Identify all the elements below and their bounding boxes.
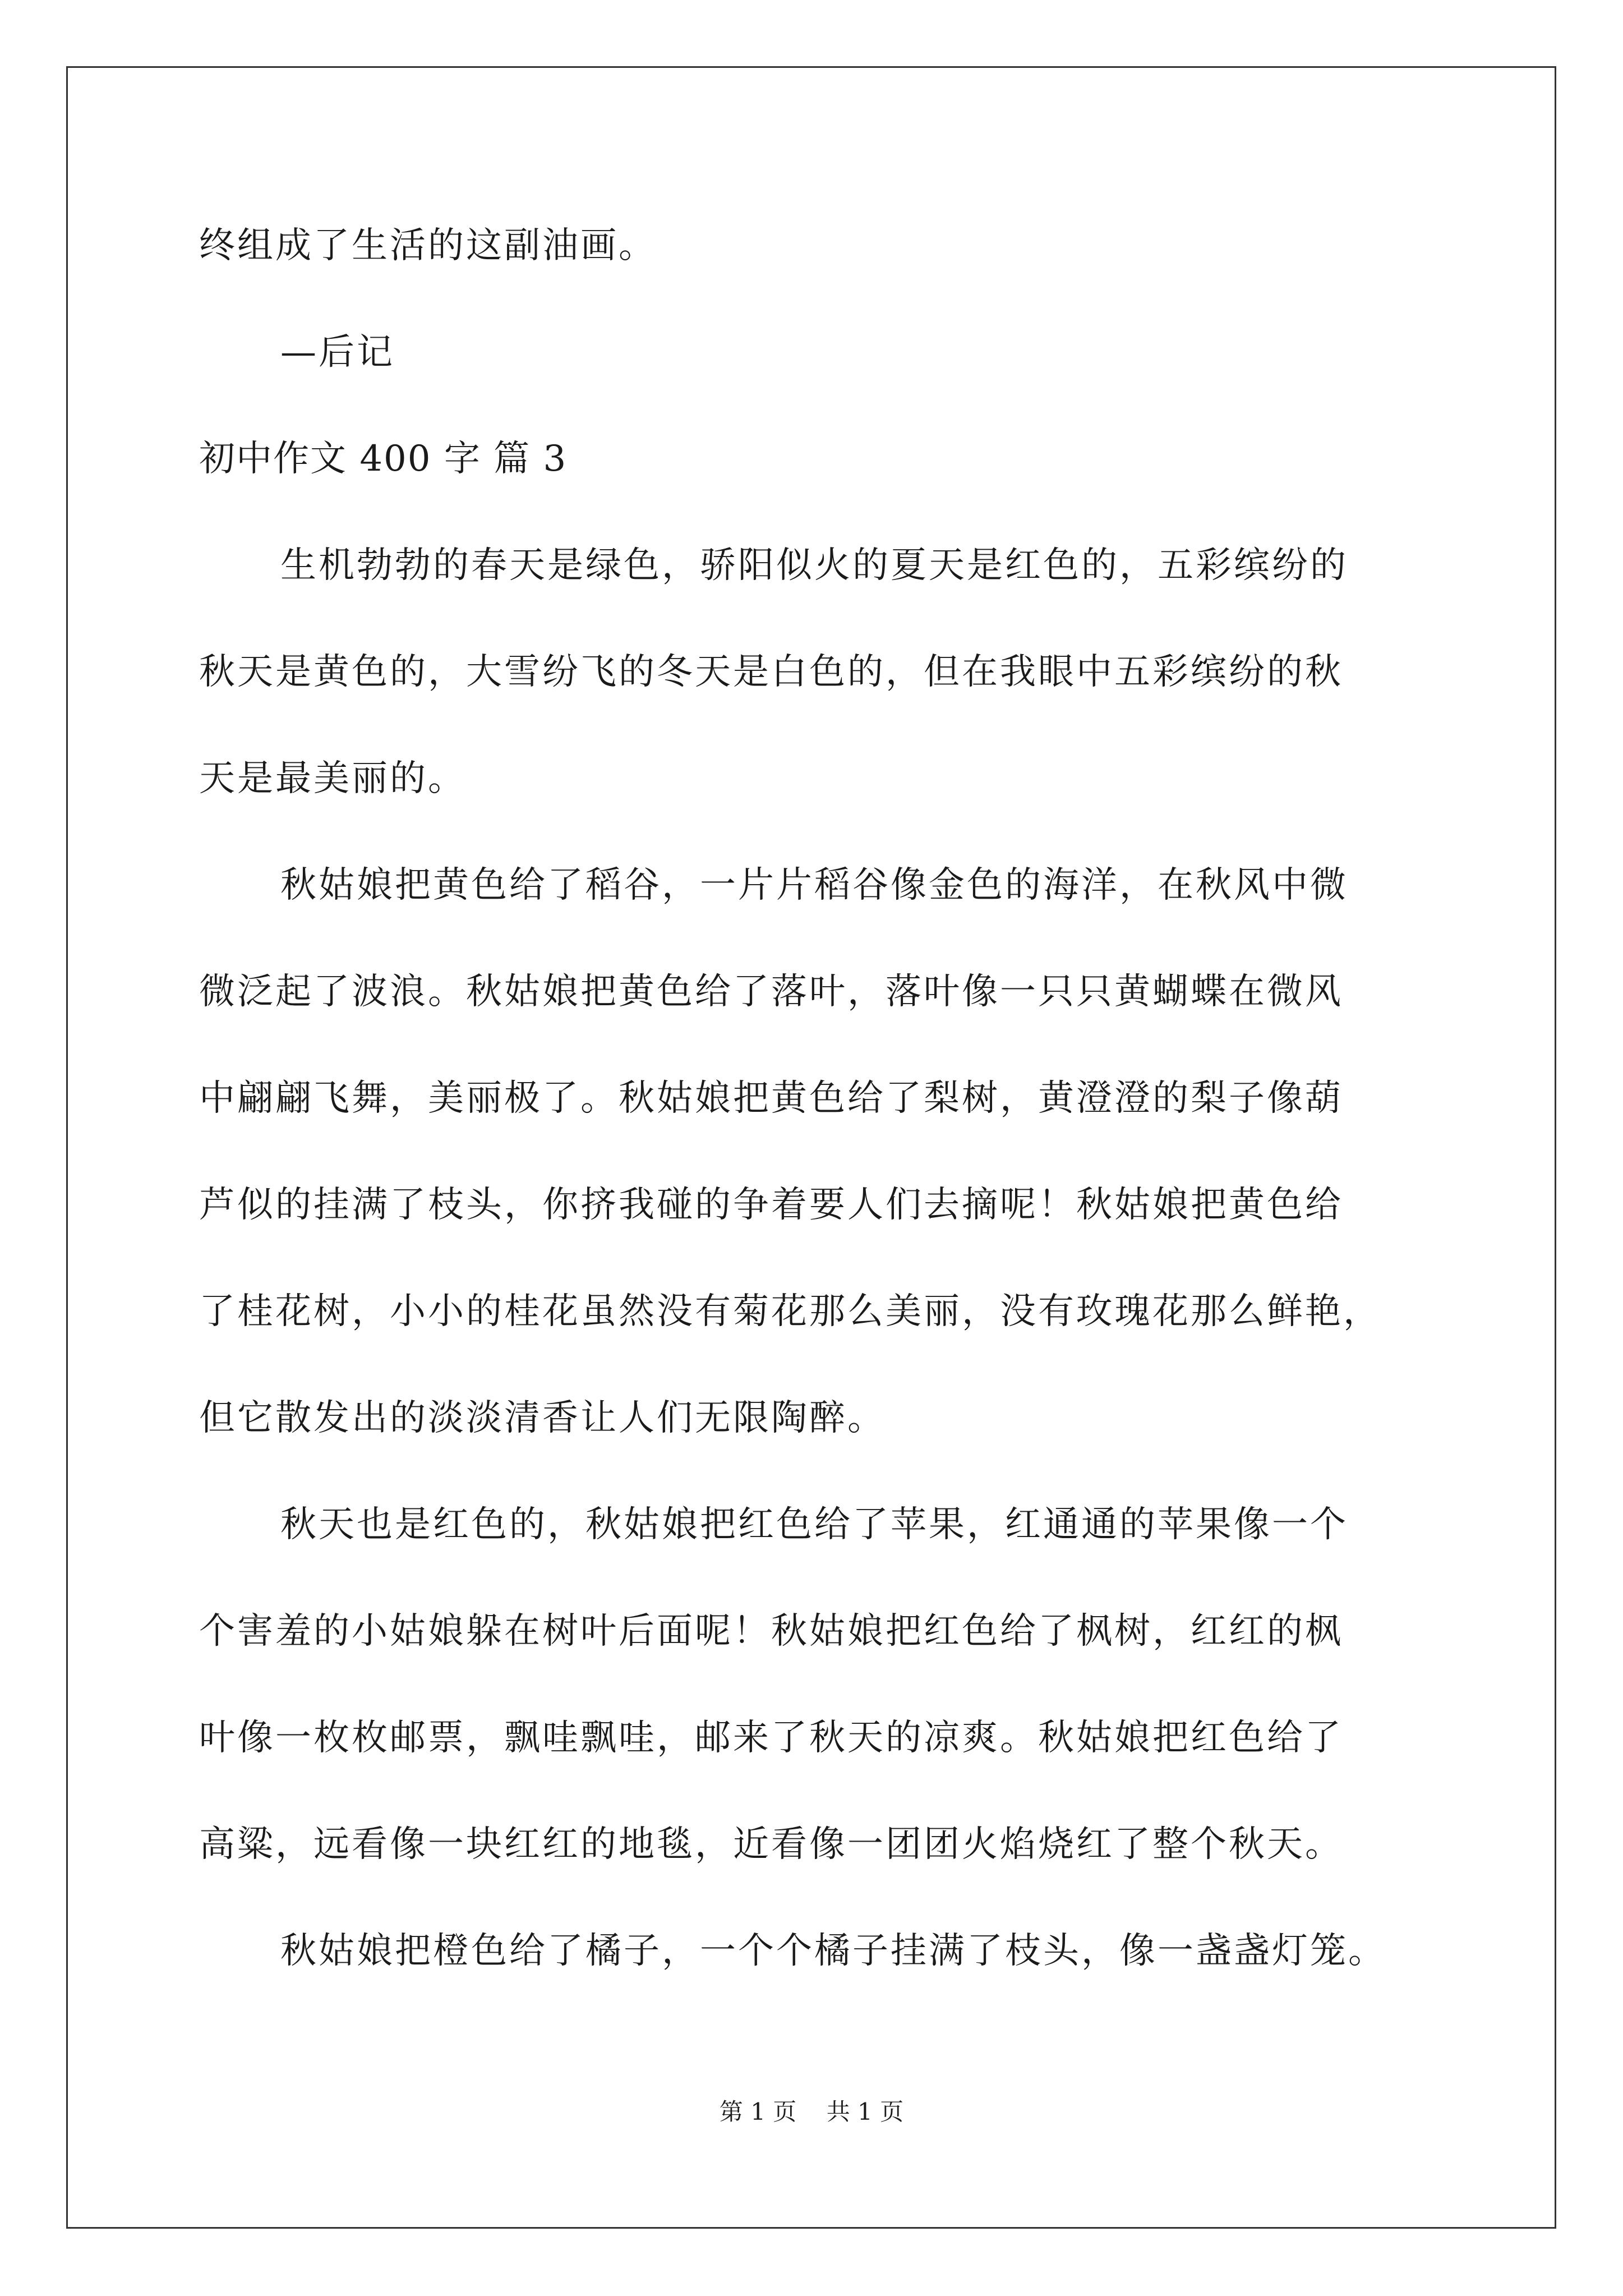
text-line: 微泛起了波浪。秋姑娘把黄色给了落叶，落叶像一只只黄蝴蝶在微风 <box>199 971 1343 1013</box>
text-line: 了桂花树，小小的桂花虽然没有菊花那么美丽，没有玫瑰花那么鲜艳， <box>199 1291 1381 1332</box>
text-line: 秋姑娘把橙色给了橘子，一个个橘子挂满了枝头，像一盏盏灯笼。 <box>280 1930 1386 1972</box>
text-line: 终组成了生活的这副油画。 <box>199 225 657 266</box>
text-line: 叶像一枚枚邮票，飘哇飘哇，邮来了秋天的凉爽。秋姑娘把红色给了 <box>199 1717 1343 1759</box>
page-border <box>66 66 1556 2229</box>
text-line: 生机勃勃的春天是绿色，骄阳似火的夏天是红色的，五彩缤纷的 <box>280 545 1348 586</box>
text-line: 秋天也是红色的，秋姑娘把红色给了苹果，红通通的苹果像一个 <box>280 1504 1348 1545</box>
text-line: 个害羞的小姑娘躲在树叶后面呢！秋姑娘把红色给了枫树，红红的枫 <box>199 1611 1343 1652</box>
text-line: 秋姑娘把黄色给了稻谷，一片片稻谷像金色的海洋，在秋风中微 <box>280 864 1348 906</box>
text-line: 中翩翩飞舞，美丽极了。秋姑娘把黄色给了梨树，黄澄澄的梨子像葫 <box>199 1078 1343 1119</box>
text-line: 天是最美丽的。 <box>199 758 466 799</box>
text-line: 芦似的挂满了枝头，你挤我碰的争着要人们去摘呢！秋姑娘把黄色给 <box>199 1184 1343 1226</box>
text-line: 高粱，远看像一块红红的地毯，近看像一团团火焰烧红了整个秋天。 <box>199 1824 1343 1865</box>
section-heading: 初中作文 400 字 篇 3 <box>199 438 568 480</box>
text-line: —后记 <box>280 332 395 373</box>
text-line: 但它散发出的淡淡清香让人们无限陶醉。 <box>199 1397 886 1439</box>
page-number-footer: 第 1 页 共 1 页 <box>719 2098 904 2125</box>
text-line: 秋天是黄色的，大雪纷飞的冬天是白色的，但在我眼中五彩缤纷的秋 <box>199 651 1343 693</box>
